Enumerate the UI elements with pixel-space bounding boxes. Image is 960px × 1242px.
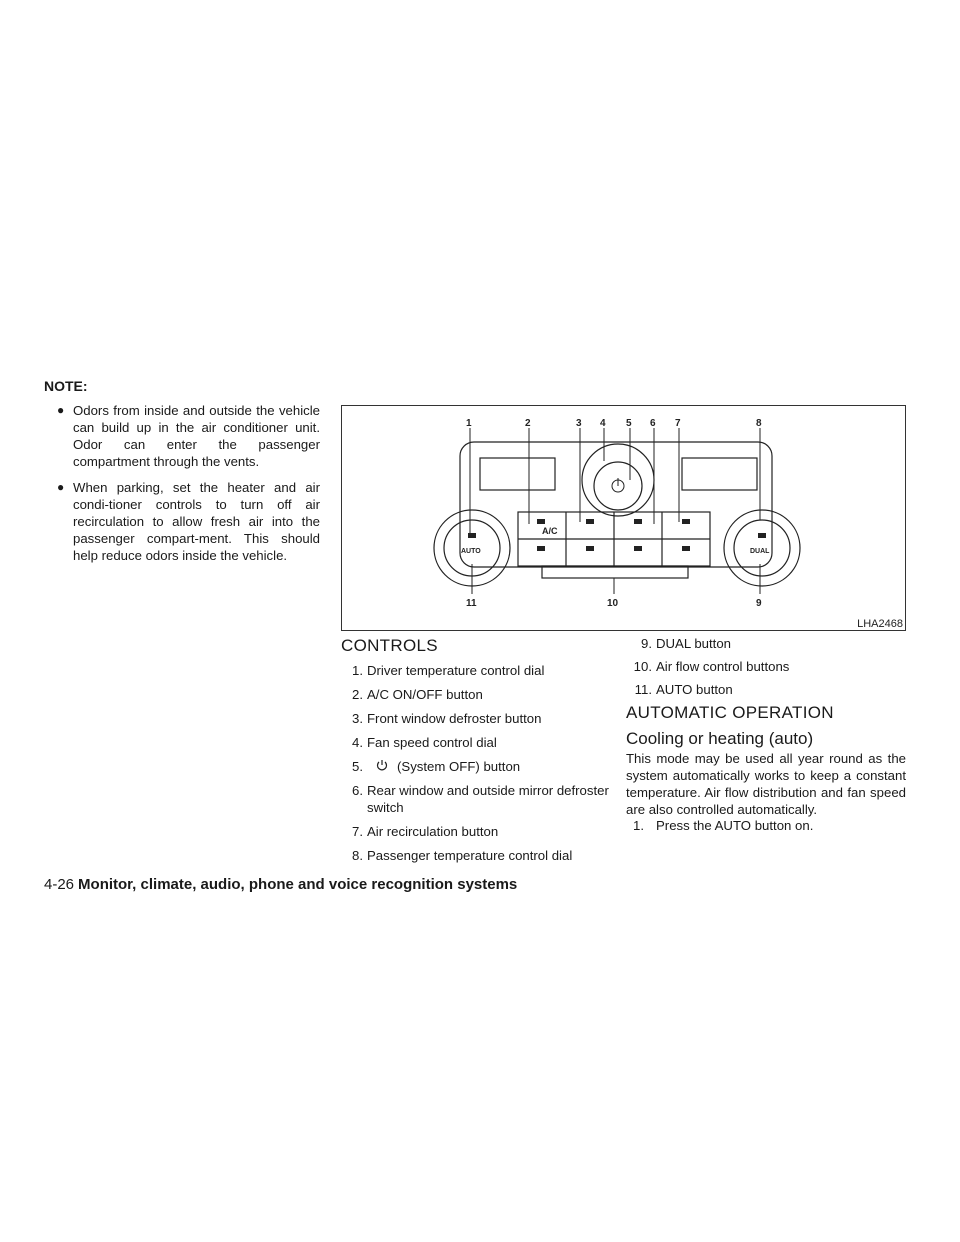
callout-5: 5 (626, 418, 632, 429)
automatic-paragraph: This mode may be used all year round as the system automatically works to keep a constant temperature. Air flow distribution and fan speed are also controlled automatically. (626, 751, 906, 817)
note-bullet (44, 479, 320, 564)
callout-11: 11 (466, 598, 477, 609)
list-item: 3. Front window defroster button (352, 711, 542, 726)
list-item: 1. Driver temperature control dial (352, 663, 545, 678)
callout-4: 4 (600, 418, 606, 429)
climate-panel-figure (341, 405, 906, 631)
chapter-title: Monitor, climate, audio, phone and voice recognition systems (78, 876, 518, 893)
callout-7: 7 (675, 418, 681, 429)
climate-panel-diagram (342, 406, 904, 629)
controls-list-right (626, 635, 906, 704)
auto-label: AUTO (461, 548, 481, 555)
bullet-icon: ● (57, 480, 65, 494)
callout-9: 9 (756, 598, 762, 609)
bullet-icon: ● (57, 403, 65, 417)
callout-8: 8 (756, 418, 762, 429)
callout-6: 6 (650, 418, 656, 429)
step-item: 1. Press the AUTO button on. (633, 818, 814, 833)
callout-1: 1 (466, 418, 472, 429)
note-title: NOTE: (44, 378, 88, 394)
list-item: 11. AUTO button (634, 682, 733, 697)
list-item: 10. Air flow control buttons (633, 659, 790, 674)
page-footer (44, 876, 517, 893)
callout-10: 10 (607, 598, 619, 609)
cooling-subheading: Cooling or heating (auto) (626, 729, 814, 748)
ac-label: A/C (542, 526, 558, 536)
bullet-text: Odors from inside and outside the vehicle can build up in the air conditioner unit. Odor can enter the passenger compartment through the vents. (73, 403, 320, 469)
power-icon (367, 758, 397, 775)
bullet-text: When parking, set the heater and air condi-tioner controls to turn off air recirculation to allow fresh air into the passenger compart-ment. This should help reduce odors inside the vehicle. (73, 480, 320, 563)
list-item: 6. Rear window and outside mirror defroster switch (352, 783, 609, 815)
list-item: 4. Fan speed control dial (352, 735, 497, 750)
controls-heading: CONTROLS (341, 636, 438, 655)
automatic-heading: AUTOMATIC OPERATION (626, 703, 834, 722)
page-number: 4-26 (44, 876, 75, 893)
figure-code: LHA2468 (857, 618, 903, 630)
callout-3: 3 (576, 418, 582, 429)
list-item: 2. A/C ON/OFF button (352, 687, 483, 702)
controls-list-left (341, 662, 611, 871)
list-item: 9. DUAL button (641, 636, 732, 651)
dual-label: DUAL (750, 548, 770, 555)
callout-2: 2 (525, 418, 531, 429)
list-item: 8. Passenger temperature control dial (352, 848, 573, 863)
note-bullets (44, 402, 320, 573)
list-item: 5. (System OFF) button (352, 759, 521, 774)
list-item: 7. Air recirculation button (352, 824, 499, 839)
note-bullet (44, 402, 320, 470)
